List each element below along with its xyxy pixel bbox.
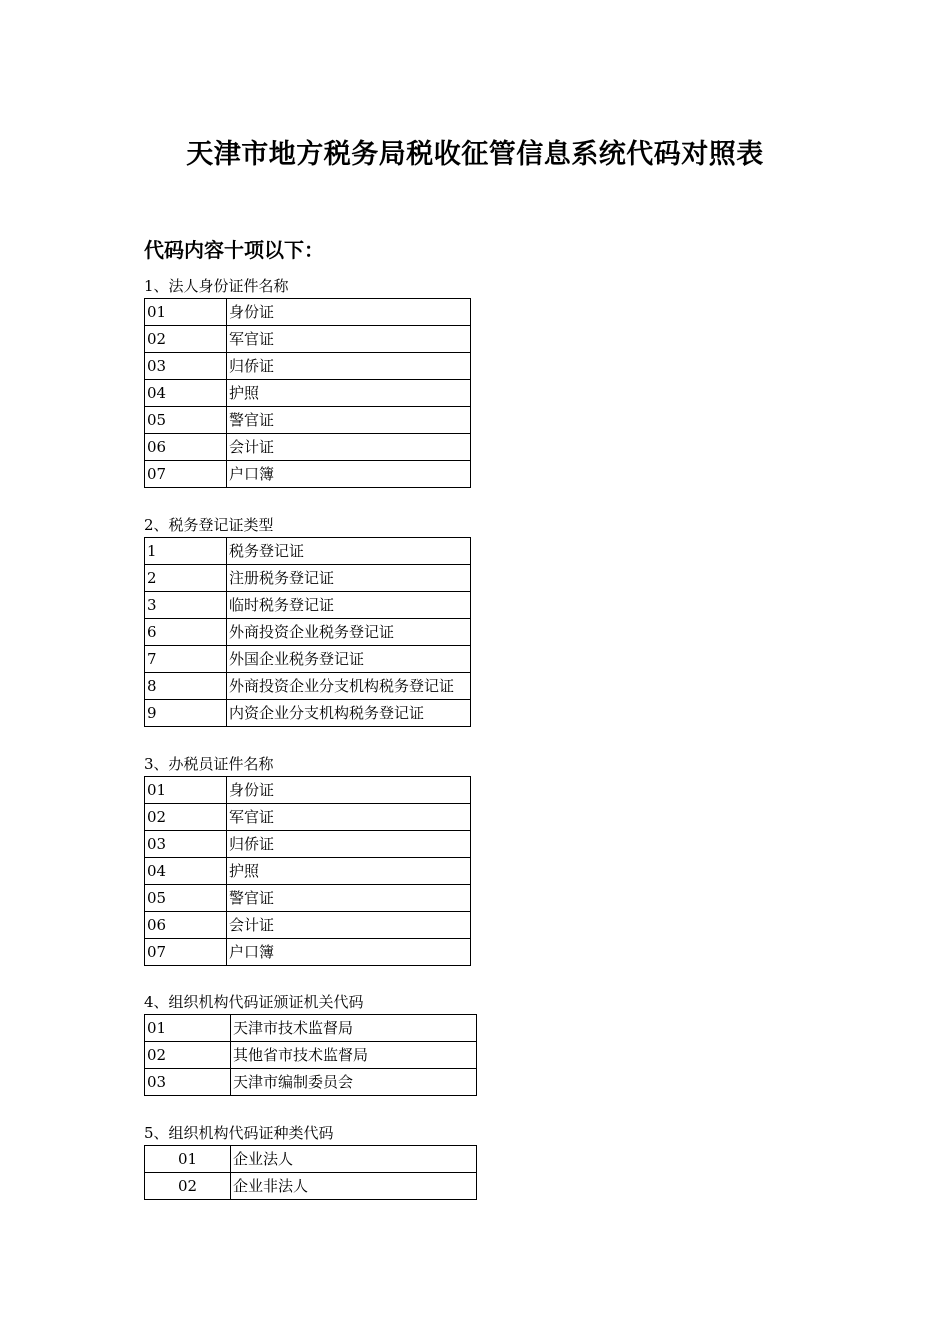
section-heading: 4、组织机构代码证颁证机关代码 [144,993,364,1011]
name-cell: 内资企业分支机构税务登记证 [227,700,471,727]
table-row [145,673,471,700]
name-cell: 临时税务登记证 [227,592,471,619]
code-cell: 02 [145,326,227,353]
table-row [145,646,471,673]
section-heading: 2、税务登记证类型 [144,516,274,534]
table-row [145,1015,477,1042]
code-cell: 02 [145,1173,231,1200]
table-row [145,1173,477,1200]
section-tax-registration-types [144,513,471,727]
code-cell: 03 [145,1069,231,1096]
code-cell: 3 [145,592,227,619]
name-cell: 注册税务登记证 [227,565,471,592]
section-heading: 5、组织机构代码证种类代码 [144,1124,334,1142]
name-cell: 天津市技术监督局 [231,1015,477,1042]
code-cell: 1 [145,538,227,565]
code-cell: 01 [145,1015,231,1042]
code-cell: 06 [145,912,227,939]
name-cell: 户口簿 [227,461,471,488]
code-cell: 2 [145,565,227,592]
name-cell: 身份证 [227,777,471,804]
name-cell: 企业法人 [231,1146,477,1173]
name-cell: 护照 [227,380,471,407]
table-row [145,939,471,966]
section-issuing-authority-codes [144,990,477,1096]
code-table [144,1145,477,1200]
name-cell: 会计证 [227,434,471,461]
table-row [145,831,471,858]
code-cell: 01 [145,777,227,804]
table-row [145,1069,477,1096]
section-subtitle: 代码内容十项以下： [144,238,324,262]
code-table [144,537,471,727]
name-cell: 税务登记证 [227,538,471,565]
name-cell: 军官证 [227,326,471,353]
table-row [145,538,471,565]
code-cell: 04 [145,858,227,885]
name-cell: 警官证 [227,885,471,912]
code-cell: 03 [145,831,227,858]
table-row [145,592,471,619]
table-row [145,1146,477,1173]
table-row [145,912,471,939]
code-cell: 04 [145,380,227,407]
name-cell: 外商投资企业税务登记证 [227,619,471,646]
table-row [145,885,471,912]
table-row [145,407,471,434]
table-row [145,804,471,831]
table-row [145,299,471,326]
code-cell: 02 [145,1042,231,1069]
code-table [144,298,471,488]
code-cell: 8 [145,673,227,700]
name-cell: 军官证 [227,804,471,831]
table-row [145,777,471,804]
name-cell: 户口簿 [227,939,471,966]
name-cell: 身份证 [227,299,471,326]
table-row [145,858,471,885]
code-table [144,1014,477,1096]
code-cell: 6 [145,619,227,646]
section-organization-type-codes [144,1121,477,1200]
table-row [145,619,471,646]
code-cell: 07 [145,461,227,488]
table-row [145,565,471,592]
section-heading: 3、办税员证件名称 [144,755,274,773]
section-legal-id-types [144,274,471,488]
name-cell: 企业非法人 [231,1173,477,1200]
section-heading: 1、法人身份证件名称 [144,277,289,295]
table-row [145,380,471,407]
code-cell: 01 [145,299,227,326]
code-cell: 02 [145,804,227,831]
table-row [145,461,471,488]
code-cell: 01 [145,1146,231,1173]
code-cell: 05 [145,885,227,912]
table-row [145,434,471,461]
name-cell: 会计证 [227,912,471,939]
section-tax-agent-id-types [144,752,471,966]
table-row [145,1042,477,1069]
name-cell: 警官证 [227,407,471,434]
page-title: 天津市地方税务局税收征管信息系统代码对照表 [186,139,764,170]
table-row [145,353,471,380]
code-cell: 9 [145,700,227,727]
code-cell: 7 [145,646,227,673]
name-cell: 外国企业税务登记证 [227,646,471,673]
name-cell: 归侨证 [227,831,471,858]
name-cell: 其他省市技术监督局 [231,1042,477,1069]
name-cell: 归侨证 [227,353,471,380]
table-row [145,326,471,353]
code-cell: 06 [145,434,227,461]
name-cell: 天津市编制委员会 [231,1069,477,1096]
name-cell: 护照 [227,858,471,885]
table-row [145,700,471,727]
name-cell: 外商投资企业分支机构税务登记证 [227,673,471,700]
code-table [144,776,471,966]
code-cell: 03 [145,353,227,380]
code-cell: 07 [145,939,227,966]
code-cell: 05 [145,407,227,434]
